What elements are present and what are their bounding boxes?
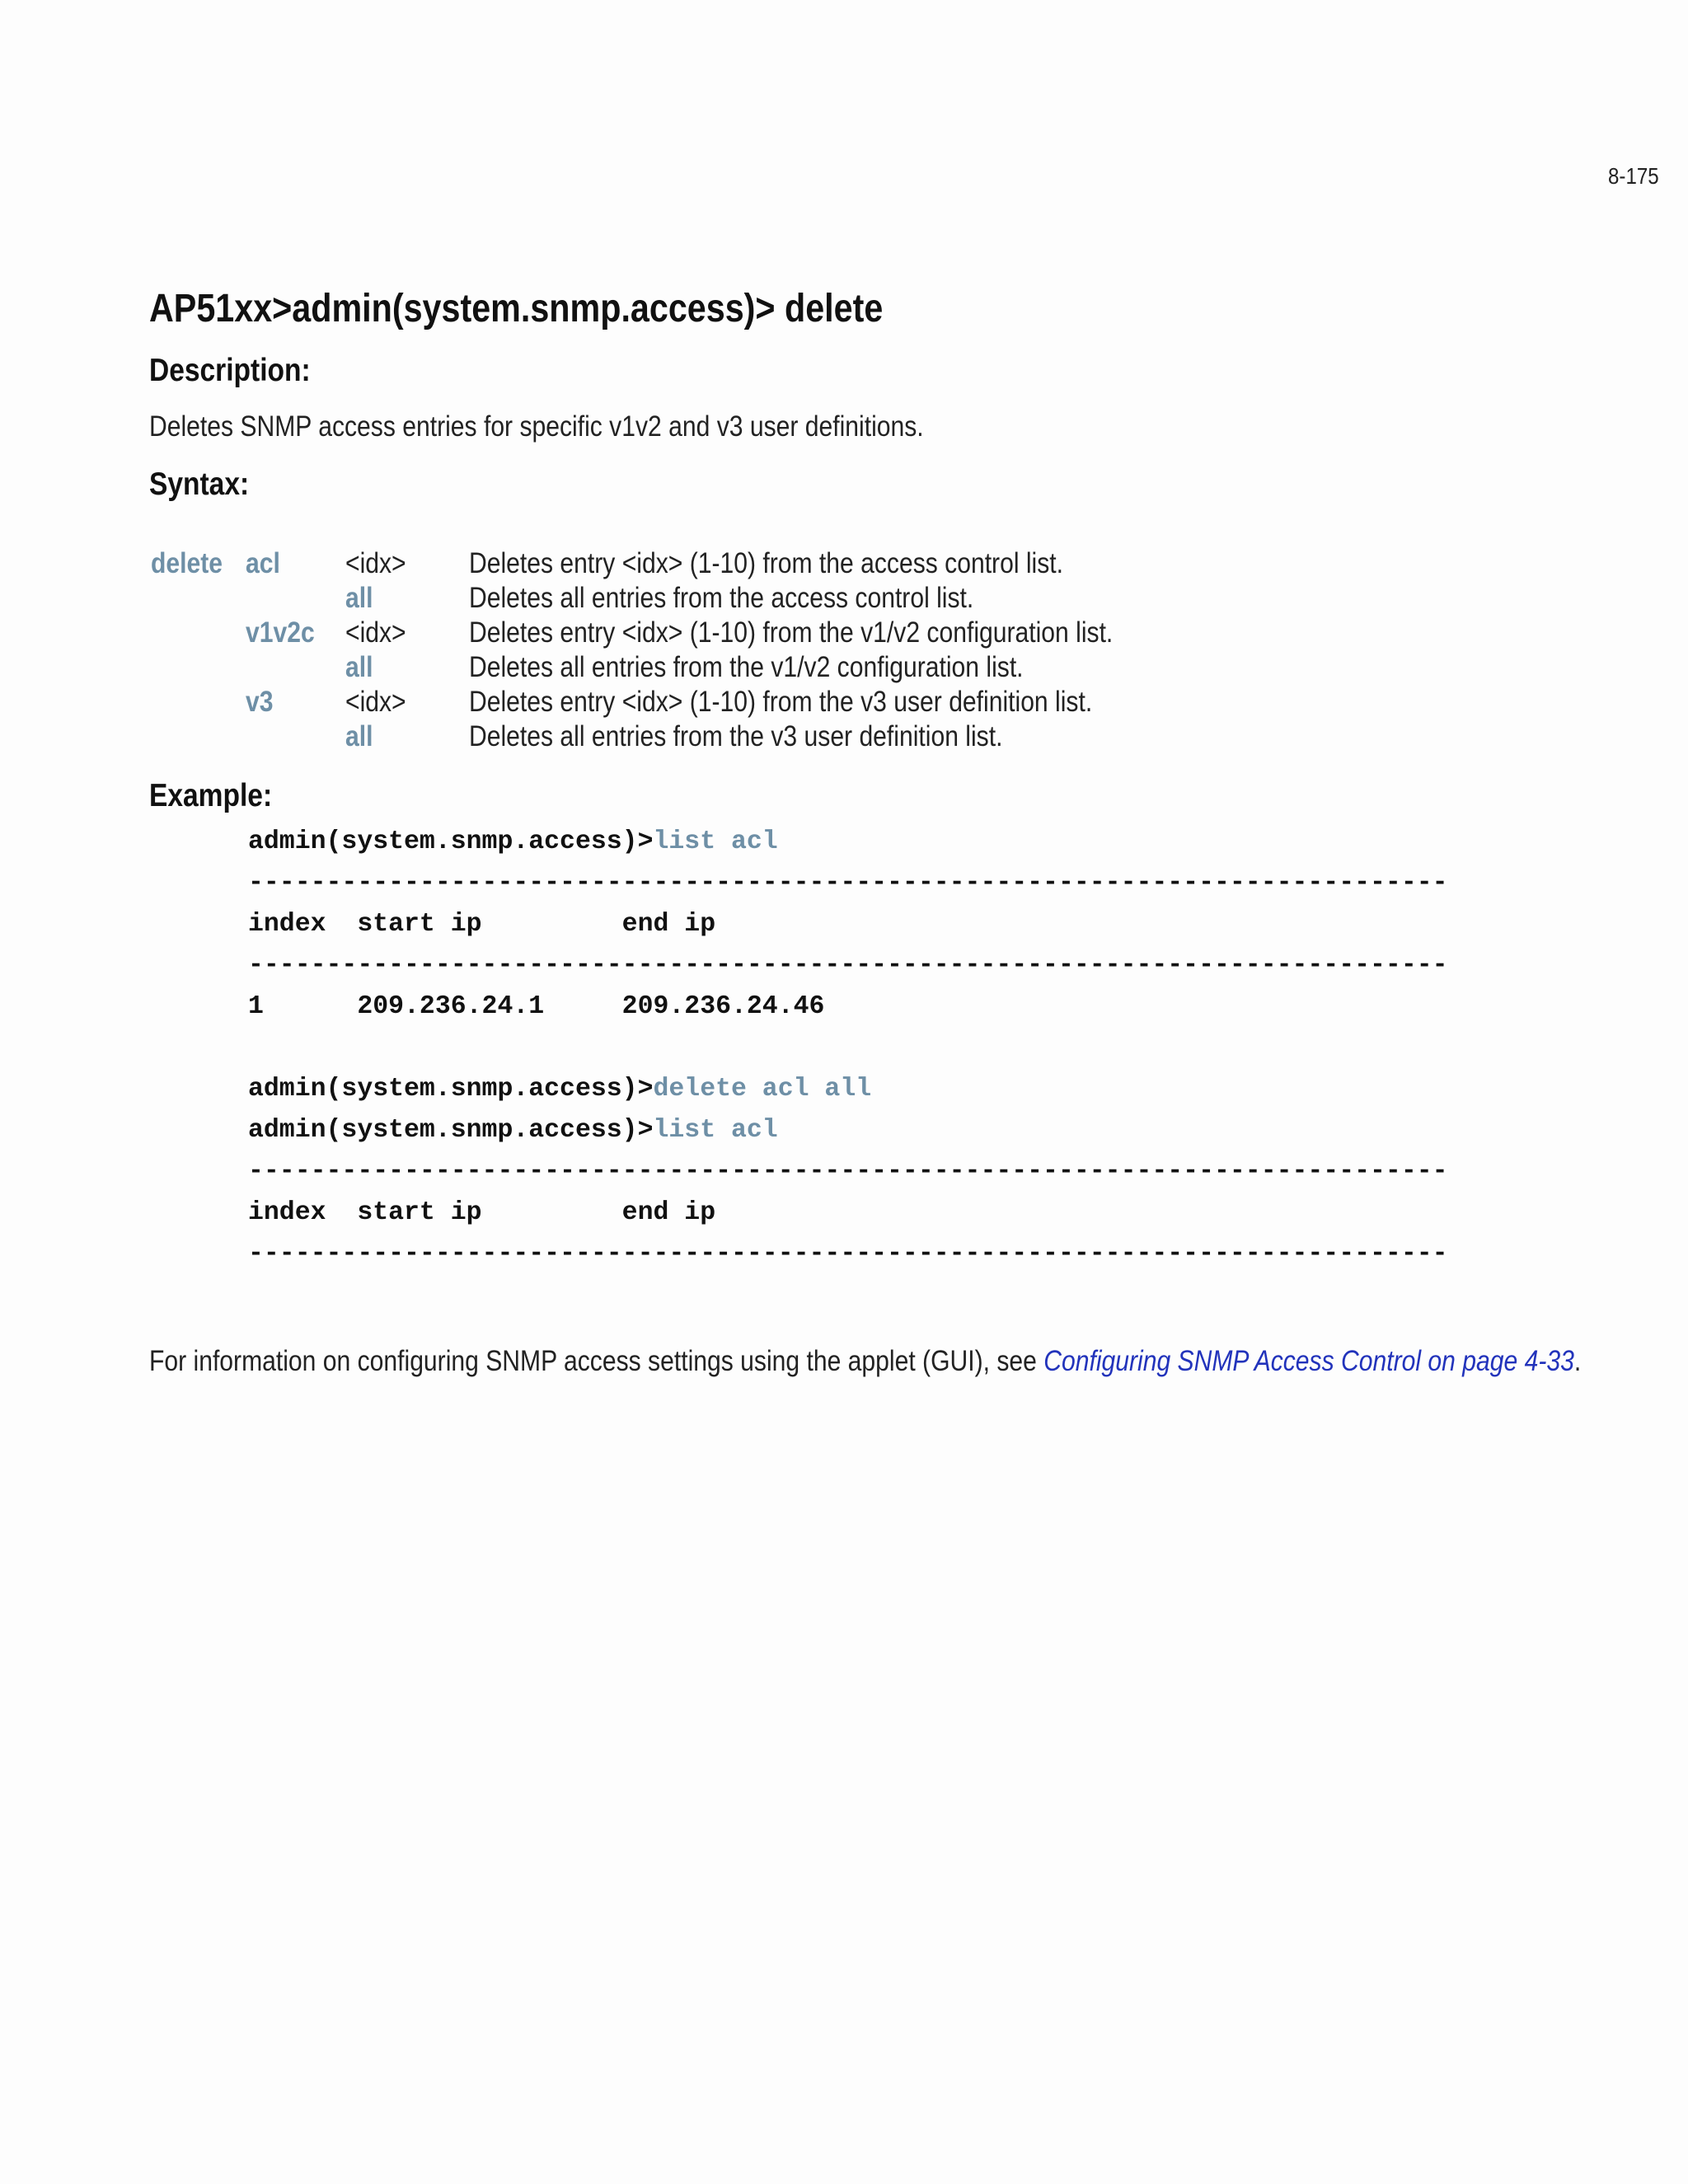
syntax-description: Deletes all entries from the v1/v2 configuration list.: [469, 651, 1024, 683]
code-prompt: 1 209.236.24.1 209.236.24.46: [248, 992, 825, 1021]
example-heading: Example:: [149, 778, 273, 813]
code-prompt: -----------------------------------------------------------------------------: [248, 1240, 1448, 1268]
page-number: 8-175: [1608, 163, 1659, 189]
code-line: [248, 1157, 1448, 1186]
code-prompt: admin(system.snmp.access)>: [248, 1116, 654, 1145]
syntax-command: delete: [151, 547, 223, 579]
code-prompt: index start ip end ip: [248, 1198, 716, 1227]
syntax-description: Deletes entry <idx> (1-10) from the v1/v2 configuration list.: [469, 616, 1114, 649]
cross-reference-link[interactable]: Configuring SNMP Access Control on page 4-33: [1043, 1345, 1574, 1377]
code-prompt: -----------------------------------------------------------------------------: [248, 951, 1448, 980]
syntax-argument: all: [345, 720, 373, 752]
footer-period: .: [1573, 1345, 1582, 1377]
description-heading: Description:: [149, 353, 311, 388]
code-line: [248, 992, 824, 1021]
syntax-description: Deletes all entries from the v3 user definition list.: [469, 720, 1003, 752]
code-line: [248, 1116, 778, 1145]
code-prompt: admin(system.snmp.access)>: [248, 827, 654, 856]
code-command: delete acl all: [653, 1075, 872, 1104]
syntax-argument: <idx>: [345, 616, 406, 649]
syntax-argument: all: [345, 651, 373, 683]
page-title: AP51xx>admin(system.snmp.access)> delete: [149, 287, 884, 330]
syntax-heading: Syntax:: [149, 466, 250, 502]
code-line: [248, 951, 1448, 980]
code-line: [248, 827, 778, 856]
footer-text: For information on configuring SNMP access settings using the applet (GUI), see: [149, 1345, 1044, 1377]
syntax-subcommand: v3: [246, 686, 274, 718]
syntax-description: Deletes entry <idx> (1-10) from the access control list.: [469, 547, 1064, 579]
code-line: [248, 1075, 871, 1104]
code-line: [248, 1198, 715, 1227]
code-prompt: admin(system.snmp.access)>: [248, 1075, 654, 1104]
footer-paragraph: [149, 1345, 1581, 1378]
syntax-argument: all: [345, 582, 373, 614]
syntax-description: Deletes all entries from the access control list.: [469, 582, 974, 614]
syntax-argument: <idx>: [345, 686, 406, 718]
code-prompt: -----------------------------------------------------------------------------: [248, 869, 1448, 898]
code-command: list acl: [653, 1116, 778, 1145]
code-line: [248, 910, 715, 939]
code-line: [248, 869, 1448, 898]
code-prompt: index start ip end ip: [248, 910, 716, 939]
syntax-subcommand: acl: [246, 547, 280, 579]
code-line: [248, 1240, 1448, 1268]
syntax-description: Deletes entry <idx> (1-10) from the v3 user definition list.: [469, 686, 1093, 718]
syntax-argument: <idx>: [345, 547, 406, 579]
description-text: Deletes SNMP access entries for specific v1v2 and v3 user definitions.: [149, 410, 924, 443]
code-prompt: -----------------------------------------------------------------------------: [248, 1157, 1448, 1186]
syntax-subcommand: v1v2c: [246, 616, 315, 649]
code-command: list acl: [653, 827, 778, 856]
